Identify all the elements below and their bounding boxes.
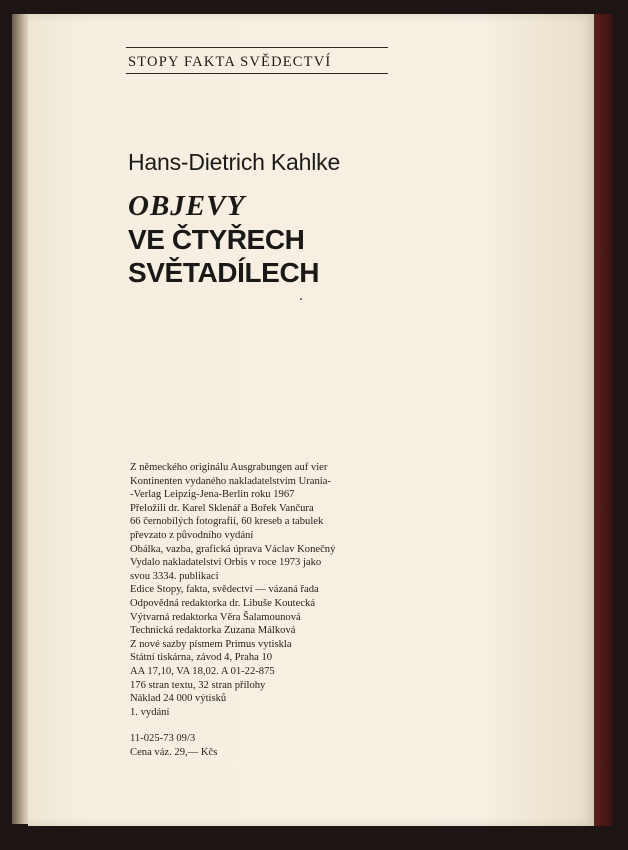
imprint-line: -Verlag Leipzig-Jena-Berlin roku 1967 [130,489,295,501]
book-title-main: OBJEVY [128,190,246,222]
imprint-line: 176 stran textu, 32 stran přílohy [130,679,266,691]
ornament-dot [300,298,302,300]
imprint-line: Obálka, vazba, grafická úprava Václav Konečný [130,543,336,555]
imprint-line: 1. vydání [130,706,170,718]
imprint-line: Kontinenten vydaného nakladatelstvím Urania- [130,475,331,487]
imprint-line: Z nové sazby písmem Primus vytiskla [130,638,292,650]
book-cover-edge [594,14,612,826]
imprint-line: převzato z původního vydání [130,529,254,541]
imprint-line: Technická redaktorka Zuzana Málková [130,625,296,637]
imprint-line: Náklad 24 000 výtisků [130,693,227,705]
author-name: Hans-Dietrich Kahlke [128,149,341,175]
series-title: STOPY FAKTA SVĚDECTVÍ [128,54,332,70]
catalog-code-line: 11-025-73 09/3 [130,733,196,744]
imprint-line: Vydalo nakladatelství Orbis v roce 1973 jako [130,557,322,569]
imprint-line: svou 3334. publikaci [130,570,219,582]
book-title-subtitle [128,223,319,289]
imprint-line: Edice Stopy, fakta, svědectví — vázaná řada [130,584,319,596]
imprint-line: Odpovědná redaktorka dr. Libuše Koutecká [130,597,316,609]
imprint-line: AA 17,10, VA 18,02. A 01-22-875 [130,665,275,677]
imprint-line: 66 černobílých fotografií, 60 kreseb a tabulek [130,516,324,528]
imprint-line: Výtvarná redaktorka Věra Šalamounová [130,611,301,623]
imprint-line: Přeložili dr. Karel Sklenář a Bořek Vančura [130,502,314,514]
price-line: Cena váz. 29,— Kčs [130,747,218,758]
imprint-line: Státní tiskárna, závod 4, Praha 10 [130,652,273,664]
subtitle-line: VE ČTYŘECH [128,224,305,255]
imprint-block [130,461,402,719]
subtitle-line: SVĚTADÍLECH [128,257,320,288]
series-rule-bottom [126,73,388,74]
imprint-line: Z německého originálu Ausgrabungen auf vier [130,462,328,473]
catalog-codes [130,732,217,760]
series-rule-top [126,47,388,48]
